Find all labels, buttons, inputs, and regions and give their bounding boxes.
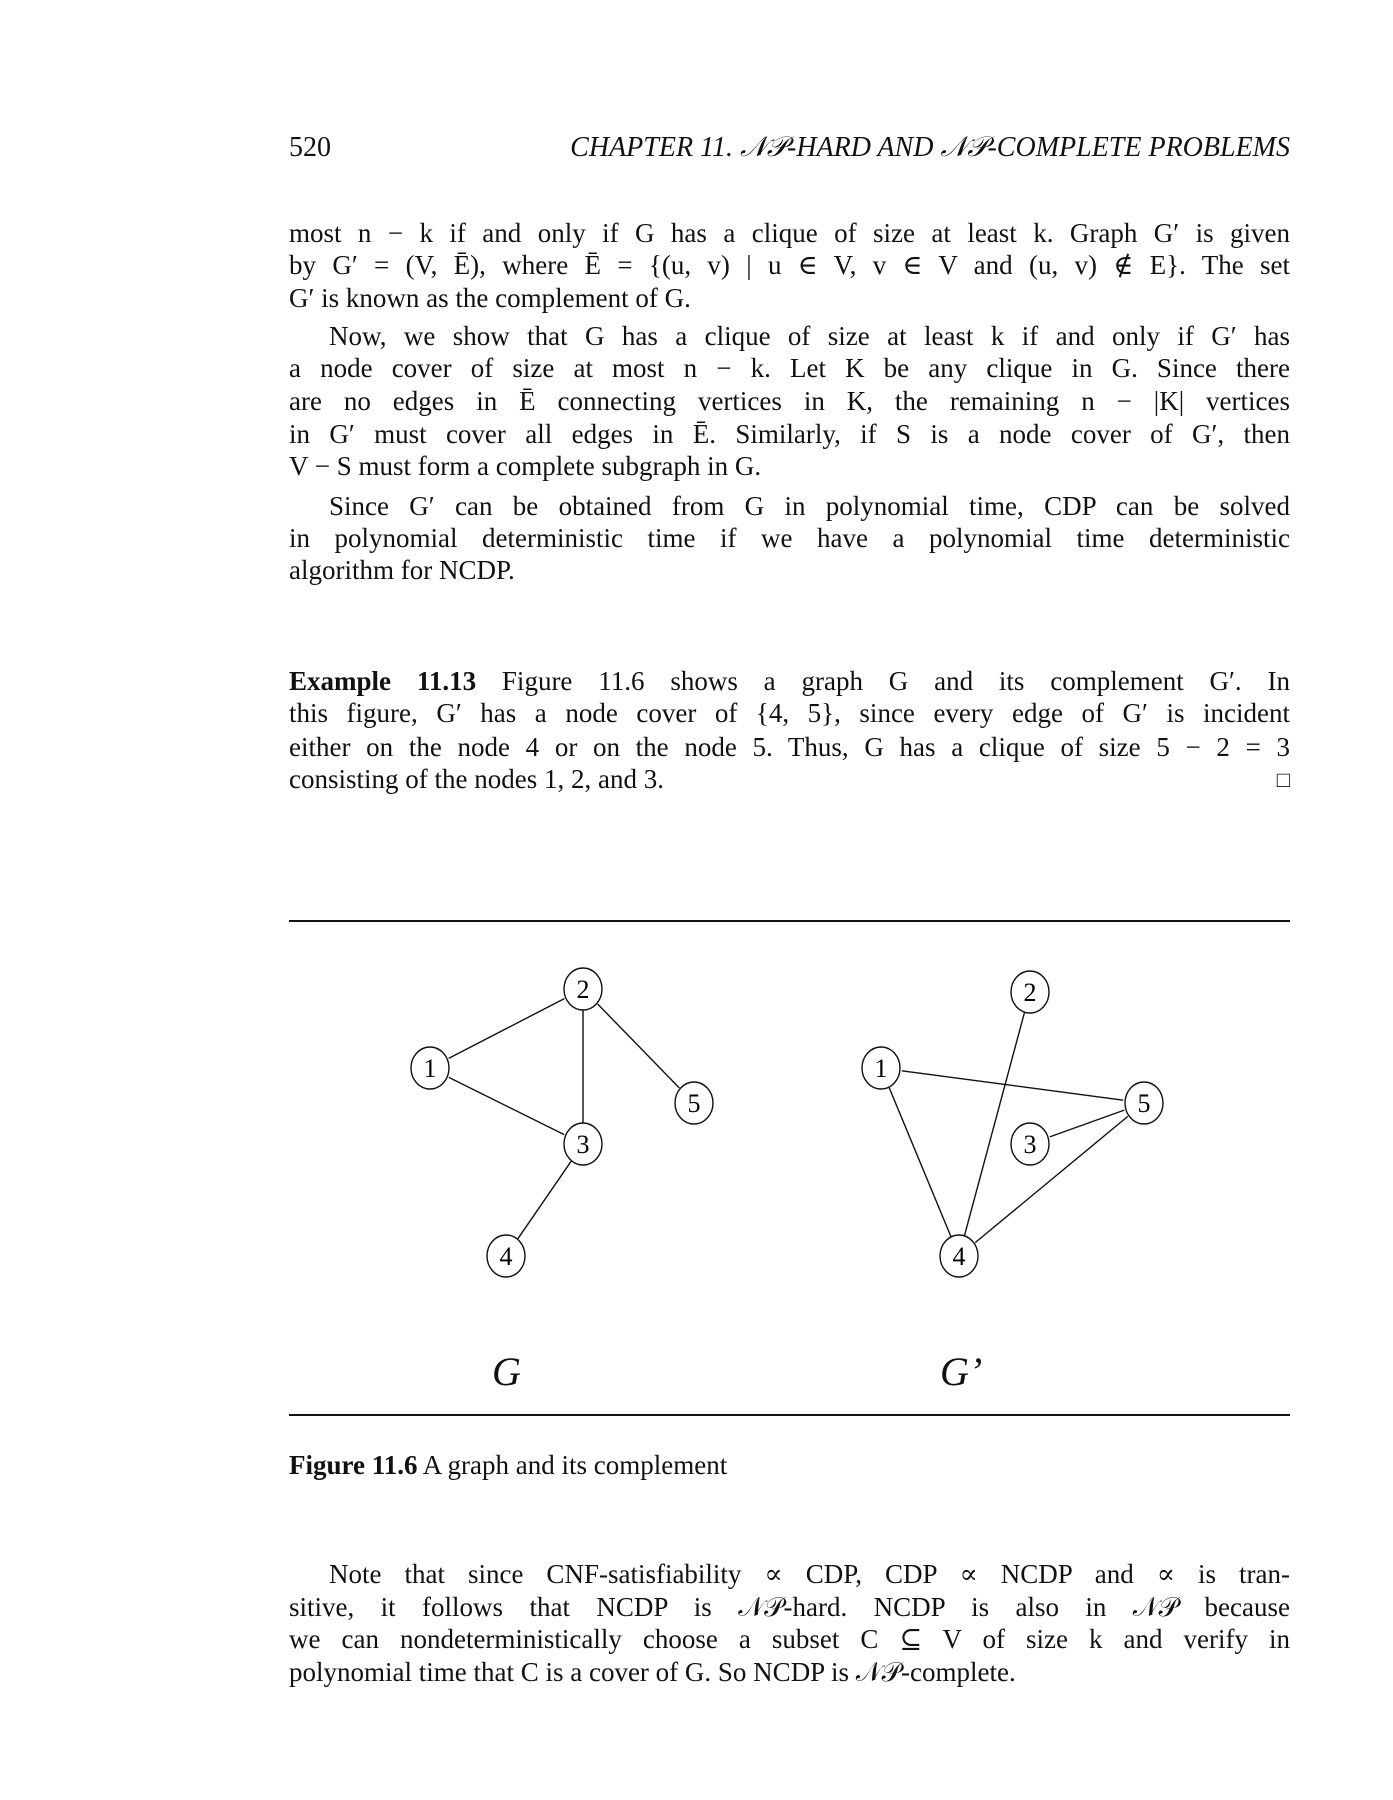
graph-node-label: 3 bbox=[576, 1130, 590, 1159]
figure-bottom-rule bbox=[289, 1414, 1290, 1416]
graph-edge-1-4 bbox=[889, 1087, 951, 1236]
example-line: this figure, G′ has a node cover of {4, 5}, since every edge of G′ is incident bbox=[289, 698, 1290, 728]
text-line: algorithm for NCDP. bbox=[289, 555, 515, 585]
graph-node-label: 3 bbox=[1023, 1130, 1037, 1159]
chapter-title: CHAPTER 11. 𝒩𝒫-HARD AND 𝒩𝒫-COMPLETE PROBLEMS bbox=[570, 132, 1290, 163]
text-line: G′ is known as the complement of G. bbox=[289, 283, 691, 313]
text-line: Since G′ can be obtained from G in polynomial time, CDP can be solved bbox=[329, 491, 1290, 521]
text-line: a node cover of size at most n − k. Let K be any clique in G. Since there bbox=[289, 353, 1290, 383]
text-line: Now, we show that G has a clique of size at least k if and only if G′ has bbox=[329, 321, 1290, 351]
note-line: Note that since CNF-satisfiability ∝ CDP, CDP ∝ NCDP and ∝ is tran- bbox=[329, 1559, 1290, 1589]
graph-node-label: 5 bbox=[687, 1089, 701, 1118]
example-line: either on the node 4 or on the node 5. Thus, G has a clique of size 5 − 2 = 3 bbox=[289, 732, 1290, 762]
graph-edge-1-2 bbox=[449, 999, 565, 1059]
text-line: in G′ must cover all edges in Ē. Similarly, if S is a node cover of G′, then bbox=[289, 419, 1290, 449]
text-line: in polynomial deterministic time if we have a polynomial time deterministic bbox=[289, 523, 1290, 553]
graph-node-label: 5 bbox=[1137, 1089, 1151, 1118]
graph-edge-3-4 bbox=[518, 1161, 571, 1238]
graph-node-label: 1 bbox=[423, 1054, 437, 1083]
example-label: Example 11.13 bbox=[289, 666, 477, 696]
example-text: Figure 11.6 shows a graph G and its complement G′. In bbox=[476, 666, 1290, 696]
note-line: polynomial time that C is a cover of G. So NCDP is 𝒩𝒫-complete. bbox=[289, 1657, 1016, 1687]
caption-text: A graph and its complement bbox=[417, 1450, 728, 1480]
graph-edge-2-4 bbox=[964, 1012, 1024, 1235]
figure-caption bbox=[289, 1449, 1290, 1482]
text-line: are no edges in Ē connecting vertices in K, the remaining n − |K| vertices bbox=[289, 386, 1290, 416]
caption-label: Figure 11.6 bbox=[289, 1450, 418, 1480]
page-number: 520 bbox=[289, 132, 331, 163]
graph-edge-3-5 bbox=[1050, 1110, 1124, 1137]
note-line: we can nondeterministically choose a subset C ⊆ V of size k and verify in bbox=[289, 1624, 1290, 1654]
text-line: V − S must form a complete subgraph in G. bbox=[289, 451, 762, 481]
text-line: most n − k if and only if G has a clique of size at least k. Graph G′ is given bbox=[289, 218, 1290, 248]
graph-node-label: 4 bbox=[952, 1242, 966, 1271]
graph-edge-1-3 bbox=[449, 1077, 564, 1134]
graph-node-label: 2 bbox=[576, 975, 590, 1004]
graph-edge-1-5 bbox=[902, 1071, 1123, 1100]
graph-edge-2-5 bbox=[598, 1004, 680, 1088]
note-line: sitive, it follows that NCDP is 𝒩𝒫-hard. NCDP is also in 𝒩𝒫 because bbox=[289, 1592, 1290, 1622]
graph-edge-4-5 bbox=[975, 1116, 1128, 1242]
graph-node-label: 4 bbox=[499, 1242, 513, 1271]
text-line: by G′ = (V, Ē), where Ē = {(u, v) | u ∈ V, v ∈ V and (u, v) ∉ E}. The set bbox=[289, 250, 1290, 280]
graph-label-g-prime: G’ bbox=[940, 1349, 983, 1394]
qed-icon: □ bbox=[1276, 767, 1290, 792]
graph-node-label: 2 bbox=[1023, 978, 1037, 1007]
graph-node-label: 1 bbox=[874, 1054, 888, 1083]
graph-label-g: G bbox=[492, 1349, 521, 1394]
example-text: consisting of the nodes 1, 2, and 3. bbox=[289, 764, 664, 794]
